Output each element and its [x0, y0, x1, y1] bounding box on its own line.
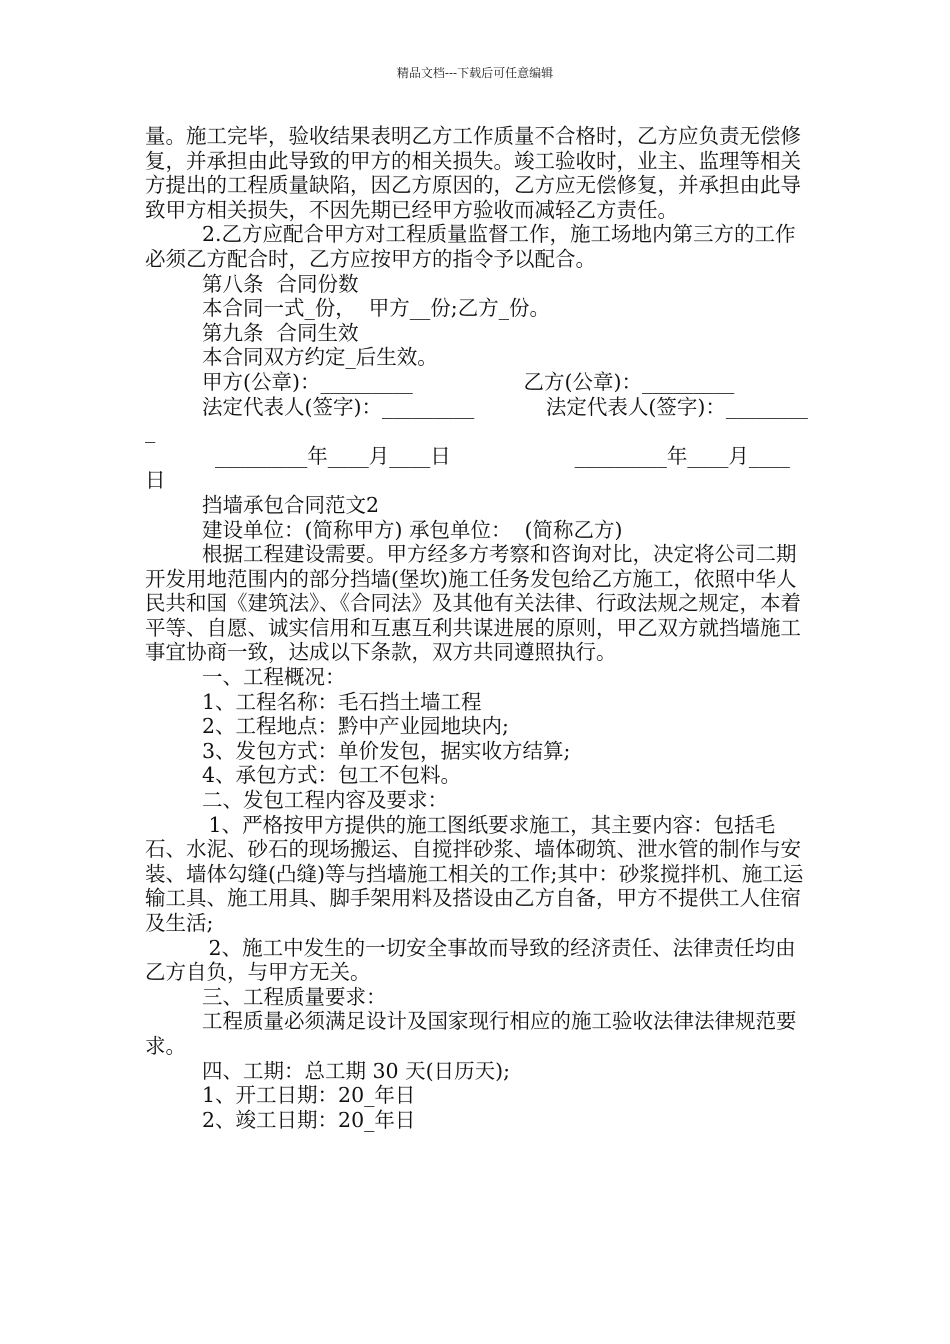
paragraph: 量。施工完毕，验收结果表明乙方工作质量不合格时，乙方应负责无偿修复，并承担由此导致的甲方的相关损失。竣工验收时，业主、监理等相关方提出的工程质量缺陷，因乙方原因的，乙方应无偿修复，并承担由此导致甲方相关损失，不因先期已经甲方验收而减轻乙方责任。 [145, 124, 801, 222]
list-item: 2、竣工日期：20_年日 [202, 1107, 416, 1132]
list-item: 2、施工中发生的一切安全事故而导致的经济责任、法律责任均由乙方自负，与甲方无关。 [145, 935, 796, 985]
list-item: 2、工程地点：黔中产业园地块内; [202, 714, 509, 739]
paragraph: 根据工程建设需要。甲方经多方考察和咨询对比，决定将公司二期开发用地范围内的部分挡墙(堡坎)施工任务发包给乙方施工，依照中华人民共和国《建筑法》、《合同法》及其他有关法律、行政法规之规定，本着平等、自愿、诚实信用和互惠互利共谋进展的原则，甲乙双方就挡墙施工事宜协商一致，达成以下条款，双方共同遵照执行。 [145, 542, 801, 665]
section-heading: 三、工程质量要求： [202, 984, 387, 1009]
paragraph: 工程质量必须满足设计及国家现行相应的施工验收法律法律规范要求。 [145, 1009, 797, 1058]
document-body [145, 124, 810, 1132]
paragraph: 本合同双方约定_后生效。 [202, 345, 438, 370]
list-item: 1、工程名称：毛石挡土墙工程 [202, 689, 482, 714]
signature-line-seal: 甲方(公章)：_________ 乙方(公章)：_________ [202, 369, 735, 394]
paragraph: 本合同一式_份， 甲方__份;乙方_份。 [202, 296, 550, 321]
parties-line: 建设单位：(简称甲方) 承包单位： (简称乙方) [202, 517, 623, 542]
article-heading: 第九条 合同生效 [202, 320, 359, 345]
list-item: 1、严格按甲方提供的施工图纸要求施工，其主要内容：包括毛石、水泥、砂石的现场搬运、自搅拌砂浆、墙体砌筑、泄水管的制作与安装、墙体勾缝(凸缝)等与挡墙施工相关的工作;其中：砂浆搅拌机、施工运输工具、施工用具、脚手架用料及搭设由乙方自备，甲方不提供工人住宿及生活; [145, 812, 804, 935]
signature-line-date: _________年____月____日 _________年____月____日 [145, 443, 790, 493]
section-heading: 四、工期：总工期 30 天(日历天); [202, 1058, 511, 1083]
document-title: 挡墙承包合同范文2 [202, 492, 380, 517]
signature-line-representative: 法定代表人(签字)：_________ 法定代表人(签字)：_________ [145, 394, 808, 444]
section-heading: 二、发包工程内容及要求： [202, 788, 448, 813]
list-item: 3、发包方式：单价发包，据实收方结算; [202, 738, 571, 763]
section-heading: 一、工程概况： [202, 665, 346, 690]
paragraph: 2.乙方应配合甲方对工程质量监督工作，施工场地内第三方的工作必须乙方配合时，乙方应按甲方的指令予以配合。 [145, 222, 796, 271]
page-header: 精品文档---下载后可任意编辑 [396, 66, 554, 80]
list-item: 4、承包方式：包工不包料。 [202, 763, 462, 788]
list-item: 1、开工日期：20_年日 [202, 1083, 416, 1108]
article-heading: 第八条 合同份数 [202, 271, 359, 296]
